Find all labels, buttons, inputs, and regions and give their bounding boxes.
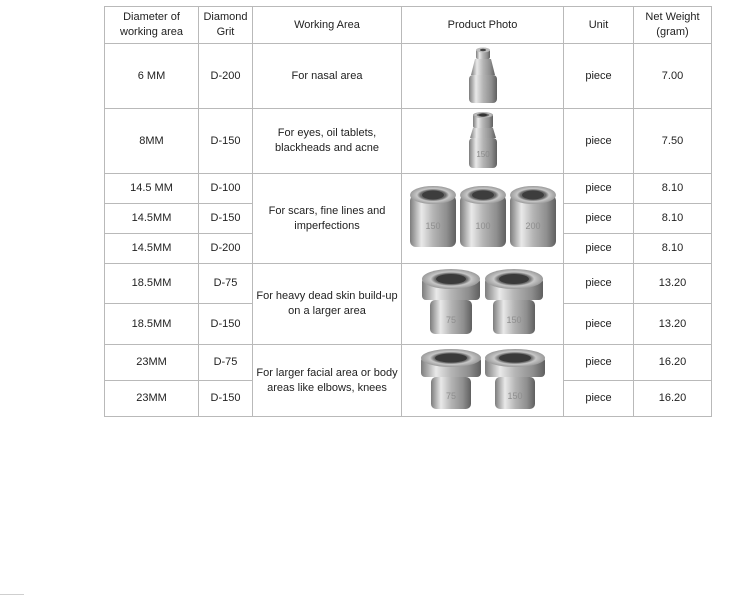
grit-cell: D-75 — [199, 345, 253, 381]
tip-14-5mm-d150 — [460, 186, 506, 247]
working-area-cell: For nasal area — [253, 44, 402, 109]
product-spec-table — [104, 6, 712, 417]
weight-cell: 16.20 — [634, 345, 712, 381]
weight-cell: 8.10 — [634, 204, 712, 234]
nasal-tip-image — [458, 45, 508, 107]
unit-cell: piece — [564, 304, 634, 345]
table-row — [105, 109, 712, 174]
tip-23mm-d75 — [421, 349, 481, 409]
table-row — [105, 345, 712, 381]
scar-tips-image — [404, 179, 562, 259]
tip-14-5mm-d100 — [410, 186, 456, 247]
grit-mark-label: 150 — [506, 390, 523, 401]
grit-mark-label: 200 — [524, 220, 541, 231]
unit-cell: piece — [564, 204, 634, 234]
product-photo-14-5mm — [402, 174, 564, 264]
header-product-photo: Product Photo — [402, 7, 564, 44]
weight-cell: 7.50 — [634, 109, 712, 174]
working-area-cell: For heavy dead skin build-up on a larger area — [253, 264, 402, 345]
weight-cell: 13.20 — [634, 304, 712, 345]
unit-cell: piece — [564, 174, 634, 204]
tip-23mm-d150 — [485, 349, 545, 409]
grit-mark-label: 150 — [475, 150, 490, 159]
header-working-area: Working Area — [253, 7, 402, 44]
unit-cell: piece — [564, 44, 634, 109]
tip-18-5mm-d75 — [422, 269, 480, 334]
grit-cell: D-200 — [199, 234, 253, 264]
eye-tip-image — [458, 110, 508, 172]
diameter-cell: 18.5MM — [105, 264, 199, 304]
tip-18-5mm-d150 — [485, 269, 543, 334]
grit-mark-label: 100 — [474, 220, 491, 231]
header-unit: Unit — [564, 7, 634, 44]
diameter-cell: 14.5MM — [105, 204, 199, 234]
table-row — [105, 44, 712, 109]
dead-skin-tips-image — [418, 266, 548, 342]
header-diameter: Diameter of working area — [105, 7, 199, 44]
unit-cell: piece — [564, 234, 634, 264]
facial-tips-image — [419, 347, 547, 415]
working-area-cell: For larger facial area or body areas like elbows, knees — [253, 345, 402, 417]
unit-cell: piece — [564, 109, 634, 174]
product-photo-8mm — [402, 109, 564, 174]
grit-mark-label: 75 — [445, 315, 456, 325]
product-photo-23mm — [402, 345, 564, 417]
header-net-weight: Net Weight (gram) — [634, 7, 712, 44]
grit-mark-label: 150 — [505, 315, 522, 325]
working-area-cell: For scars, fine lines and imperfections — [253, 174, 402, 264]
unit-cell: piece — [564, 345, 634, 381]
unit-cell: piece — [564, 381, 634, 417]
weight-cell: 7.00 — [634, 44, 712, 109]
working-area-cell: For eyes, oil tablets, blackheads and acne — [253, 109, 402, 174]
weight-cell: 13.20 — [634, 264, 712, 304]
diameter-cell: 23MM — [105, 381, 199, 417]
unit-cell: piece — [564, 264, 634, 304]
weight-cell: 8.10 — [634, 234, 712, 264]
diameter-cell: 14.5MM — [105, 234, 199, 264]
header-grit: Diamond Grit — [199, 7, 253, 44]
grit-mark-label: 150 — [424, 220, 441, 231]
diameter-cell: 18.5MM — [105, 304, 199, 345]
divider — [0, 594, 24, 595]
grit-cell: D-150 — [199, 304, 253, 345]
grit-cell: D-150 — [199, 109, 253, 174]
tip-14-5mm-d200 — [510, 186, 556, 247]
weight-cell: 8.10 — [634, 174, 712, 204]
header-row — [105, 7, 712, 44]
grit-mark-label: 75 — [445, 390, 456, 401]
grit-cell: D-150 — [199, 381, 253, 417]
diameter-cell: 8MM — [105, 109, 199, 174]
table-row — [105, 264, 712, 304]
diameter-cell: 23MM — [105, 345, 199, 381]
grit-cell: D-200 — [199, 44, 253, 109]
diameter-cell: 14.5 MM — [105, 174, 199, 204]
grit-cell: D-100 — [199, 174, 253, 204]
weight-cell: 16.20 — [634, 381, 712, 417]
diameter-cell: 6 MM — [105, 44, 199, 109]
grit-cell: D-75 — [199, 264, 253, 304]
product-photo-18-5mm — [402, 264, 564, 345]
grit-cell: D-150 — [199, 204, 253, 234]
product-photo-6mm — [402, 44, 564, 109]
table-row — [105, 174, 712, 204]
